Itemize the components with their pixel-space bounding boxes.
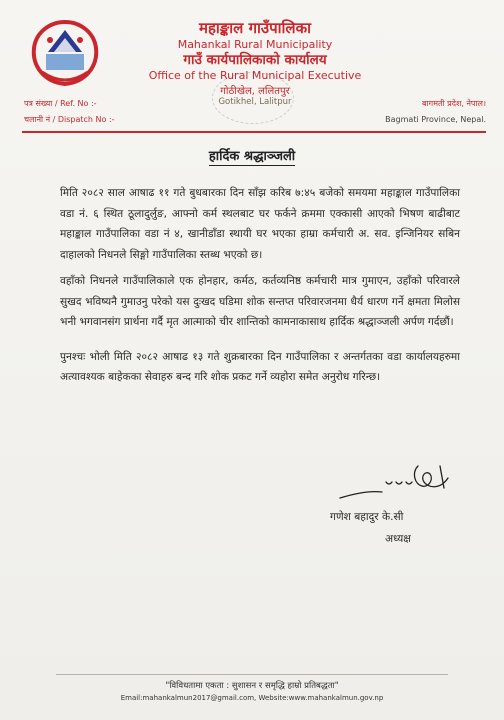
- ref-number-label: पत्र संख्या / Ref. No :-: [24, 99, 97, 108]
- signatory-title: अध्यक्ष: [385, 533, 411, 545]
- nepal-emblem-icon: [28, 18, 102, 88]
- province-np: बागमती प्रदेश, नेपाल।: [422, 99, 486, 108]
- office-stamp: [212, 72, 294, 124]
- footer-divider: [56, 674, 448, 675]
- paragraph-2: वहाँको निधनले गाउँपालिकाले एक होनहार, कर्मठ, कर्तव्यनिष्ठ कर्मचारी मात्र गुमाएन, उहाँको परिवारले सुखद भविष्यनै गुमाउनु परेको यस दुःखद घडिमा शोक सन्तप्त परिवारजनमा धैर्य धारण गर्ने क्षमता मिलोस भनी भगवानसंग प्रार्थना गर्दै मृत आत्माको चीर शान्तिको कामनाकासाथ हार्दिक श्रद्धाञ्जली अर्पण गर्दछौं।: [60, 275, 460, 328]
- place-en: Gotikhel, Lalitpur: [218, 96, 292, 107]
- letter-title-text: हार्दिक श्रद्धाञ्जली: [208, 149, 296, 164]
- header-divider: [22, 131, 486, 133]
- province-block: [385, 96, 486, 128]
- paragraph-1: मिति २०८२ साल आषाढ ११ गते बुधबारका दिन साँझ करिब ७:४५ बजेको समयमा महाङ्काल गाउँपालिका वडा नं. ६ स्थित ठूलादुर्लुङ, आफ्नो कर्म स्थलबाट घर फर्कने क्रममा एक्कासी आएको भिषण बाढीबाट महाङ्काल गाउँपालिका वडा नं ४, खानीडाँडा स्थायी घर भएका हाम्रा कर्मचारी अ. सव. इन्जिनियर सबिन दाहालको निधनले सिङ्गो गाउँपालिका स्तब्ध भएको छ।: [60, 187, 460, 261]
- dispatch-number-label: चलानी नं / Dispatch No :-: [24, 115, 115, 124]
- letter-body: [60, 183, 460, 388]
- letter-title: [0, 146, 504, 164]
- handwritten-signature: [336, 460, 456, 506]
- footer-contact: Email:mahankalmun2017@gmail.com, Website:www.mahankalmun.gov.np: [120, 694, 384, 702]
- municipality-name-en: Mahankal Rural Municipality: [177, 38, 333, 52]
- footer-motto: "विविधतामा एकता : सुशासन र समृद्धि हाम्रो प्रतिबद्धता": [165, 681, 339, 691]
- place-np: गोठीखेल, ललितपुर: [220, 86, 290, 98]
- paragraph-postscript: पुनश्चः भोली मिति २०८२ आषाढ १३ गते शुक्रबारका दिन गाउँपालिका र अन्तर्गतका वडा कार्यालयहरुमा अत्यावश्यक बाहेकका सेवाहरु बन्द गरि शोक प्रकट गर्ने व्यहोरा समेत अनुरोध गरिन्छ।: [60, 350, 460, 383]
- signatory-name: गणेश बहादुर के.सी: [330, 511, 404, 523]
- office-name-en: Office of the Rural Municipal Executive: [148, 69, 362, 83]
- reference-block: [24, 96, 115, 128]
- province-en: Bagmati Province, Nepal.: [385, 115, 486, 124]
- municipality-name-np: महाङ्काल गाउँपालिका: [198, 19, 311, 37]
- office-name-np: गाउँ कार्यपालिकाको कार्यालय: [183, 51, 327, 68]
